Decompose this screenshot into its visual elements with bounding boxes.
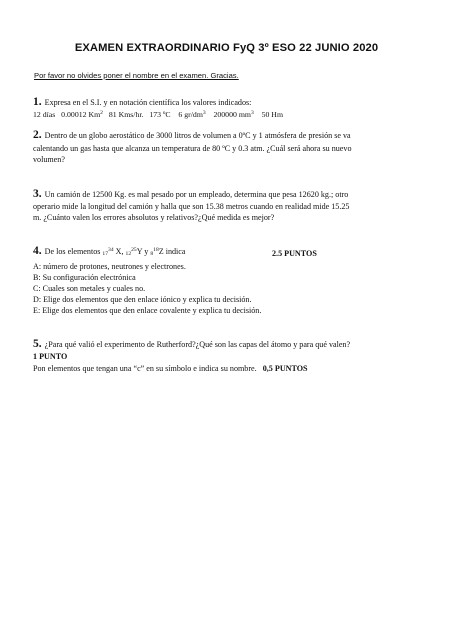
question-2-line-2: calentando un gas hasta que alcanza un temperatura de 80 ºC y 0.3 atm. ¿Cuál será ahora su nuevo [33, 144, 352, 153]
question-4-points: 2.5 PUNTOS [272, 249, 317, 258]
question-1-values [33, 110, 283, 120]
question-5-number: 5. [33, 338, 42, 350]
question-5-bonus-points: 0,5 PUNTOS [262, 364, 308, 373]
element-z: $_8^{18}$Z indica [150, 247, 186, 257]
question-3-line-3: m. ¿Cuánto valen los errores absolutos y relativos?¿Qué medida es mejor? [33, 213, 275, 222]
question-4-item-e: E: Elige dos elementos que den enlace covalente y explica tu decisión. [33, 306, 262, 315]
exam-title: EXAMEN EXTRAORDINARIO FyQ 3º ESO 22 JUNIO 2020 [74, 42, 379, 54]
question-1-number: 1. [33, 96, 42, 108]
question-2-line-3: volumen? [33, 155, 65, 164]
question-4-item-c: C: Cuales son metales y cuales no. [33, 284, 146, 293]
question-3-line-1: 3. Un camión de 12500 Kg. es mal pesado por un empleado, determina que pesa 12620 kg.; otro [33, 188, 349, 200]
value-volume: 200000 $mm^3$ [213, 110, 254, 119]
question-4-intro: 4. De los elementos $_{17}^{34}$ X, $_{12}^{25}$Y y $_8^{18}$Z indica [33, 245, 186, 257]
element-x: $_{17}^{34}$ X, [102, 247, 126, 257]
question-2-line-1: 2. Dentro de un globo aerostático de 3000 litros de volumen a 0ºC y 1 atmósfera de presión se va [33, 129, 351, 141]
question-3-number: 3. [33, 188, 42, 200]
question-1 [33, 97, 251, 108]
element-y: $_{12}^{25}$Y y [125, 247, 151, 257]
question-4-item-a: A: número de protones, neutrones y electrones. [33, 262, 186, 271]
name-reminder-note: Por favor no olvides poner el nombre en el examen. Gracias. [34, 71, 239, 80]
value-speed: 81 Kms/hr. [108, 110, 144, 119]
question-4-item-d: D: Elige dos elementos que den enlace iónico y explica tu decisión. [33, 295, 252, 304]
value-days: 12 días [33, 110, 56, 119]
question-3-line-2: operario mide la longitud del camión y halla que son 15.38 metros cuando en realidad mide 15.25 [33, 202, 350, 211]
question-4-item-b: B: Su configuración electrónica [33, 273, 136, 282]
value-length: 50 Hm [261, 110, 284, 119]
value-density: 6 $gr/dm^3$ [178, 110, 206, 119]
question-5-line-3: Pon elementos que tengan una “c” en su símbolo e indica su nombre. 0,5 PUNTOS [33, 364, 308, 373]
question-4-number: 4. [33, 245, 42, 257]
question-5-line-1: 5. ¿Para qué valió el experimento de Rutherford?¿Qué son las capas del átomo y para qué valen? [33, 338, 351, 350]
question-5-points: 1 PUNTO [33, 352, 68, 361]
value-temperature: 173 ºC [149, 110, 171, 119]
value-km2: 0.00012 Km$^2$ [61, 110, 103, 119]
question-1-text: Expresa en el S.I. y en notación científica los valores indicados: [42, 98, 252, 107]
question-2-number: 2. [33, 129, 42, 141]
